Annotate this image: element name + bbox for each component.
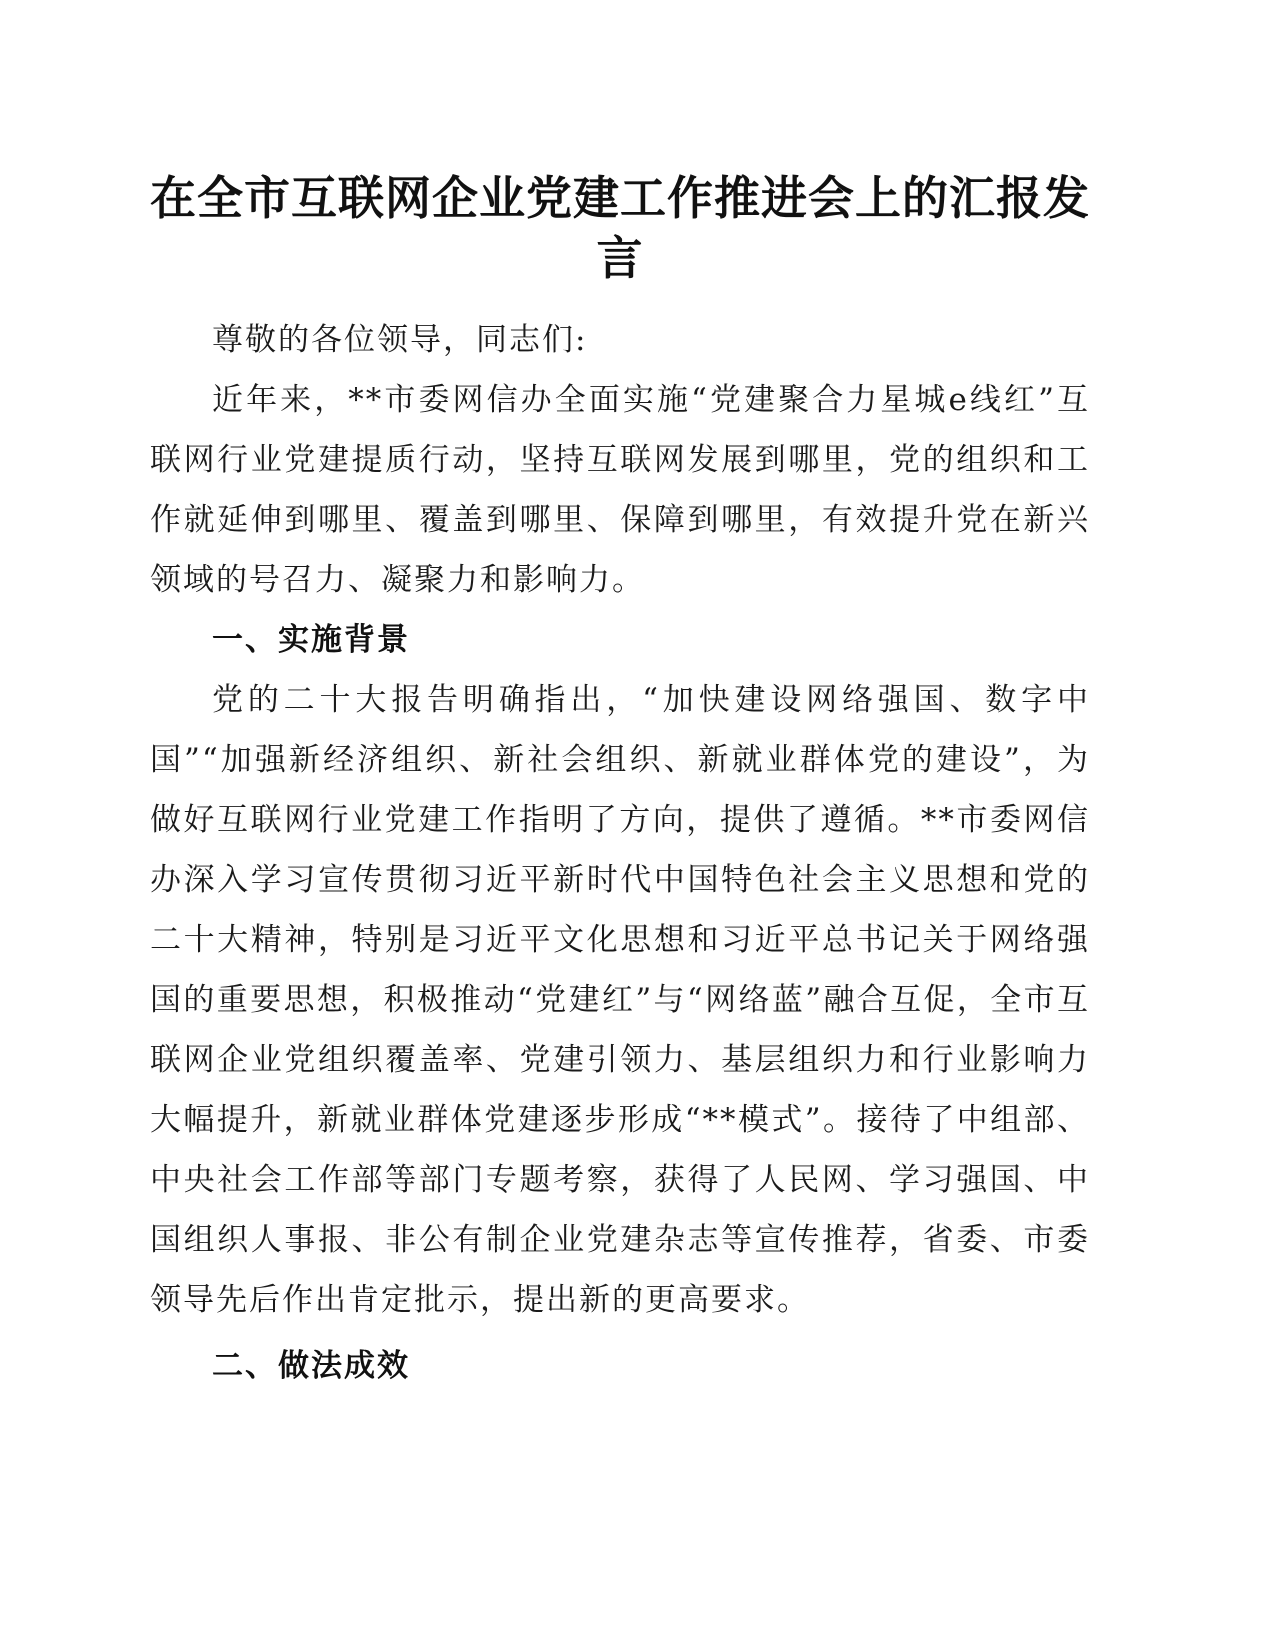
salutation: 尊敬的各位领导，同志们:	[212, 322, 588, 358]
section-heading-practices: 二、做法成效	[212, 1348, 410, 1384]
section-heading-background: 一、实施背景	[212, 622, 410, 658]
document-title: 在全市互联网企业党建工作推进会上的汇报发言	[150, 171, 1090, 285]
background-paragraph: 党的二十大报告明确指出，“加快建设网络强国、数字中国”“加强新经济组织、新社会组织、新就业群体党的建设”，为做好互联网行业党建工作指明了方向，提供了遵循。**市委网信办深入学习宣传贯彻习近平新时代中国特色社会主义思想和党的二十大精神，特别是习近平文化思想和习近平总书记关于网络强国的重要思想，积极推动“党建红”与“网络蓝”融合互促，全市互联网企业党组织覆盖率、党建引领力、基层组织力和行业影响力大幅提升，新就业群体党建逐步形成“**模式”。接待了中组部、中央社会工作部等部门专题考察，获得了人民网、学习强国、中国组织人事报、非公有制企业党建杂志等宣传推荐，省委、市委领导先后作出肯定批示，提出新的更高要求。	[150, 682, 1090, 1318]
document-body	[150, 310, 1090, 1396]
intro-paragraph: 近年来，**市委网信办全面实施“党建聚合力星城e线红”互联网行业党建提质行动，坚持互联网发展到哪里，党的组织和工作就延伸到哪里、覆盖到哪里、保障到哪里，有效提升党在新兴领域的号召力、凝聚力和影响力。	[150, 382, 1090, 598]
